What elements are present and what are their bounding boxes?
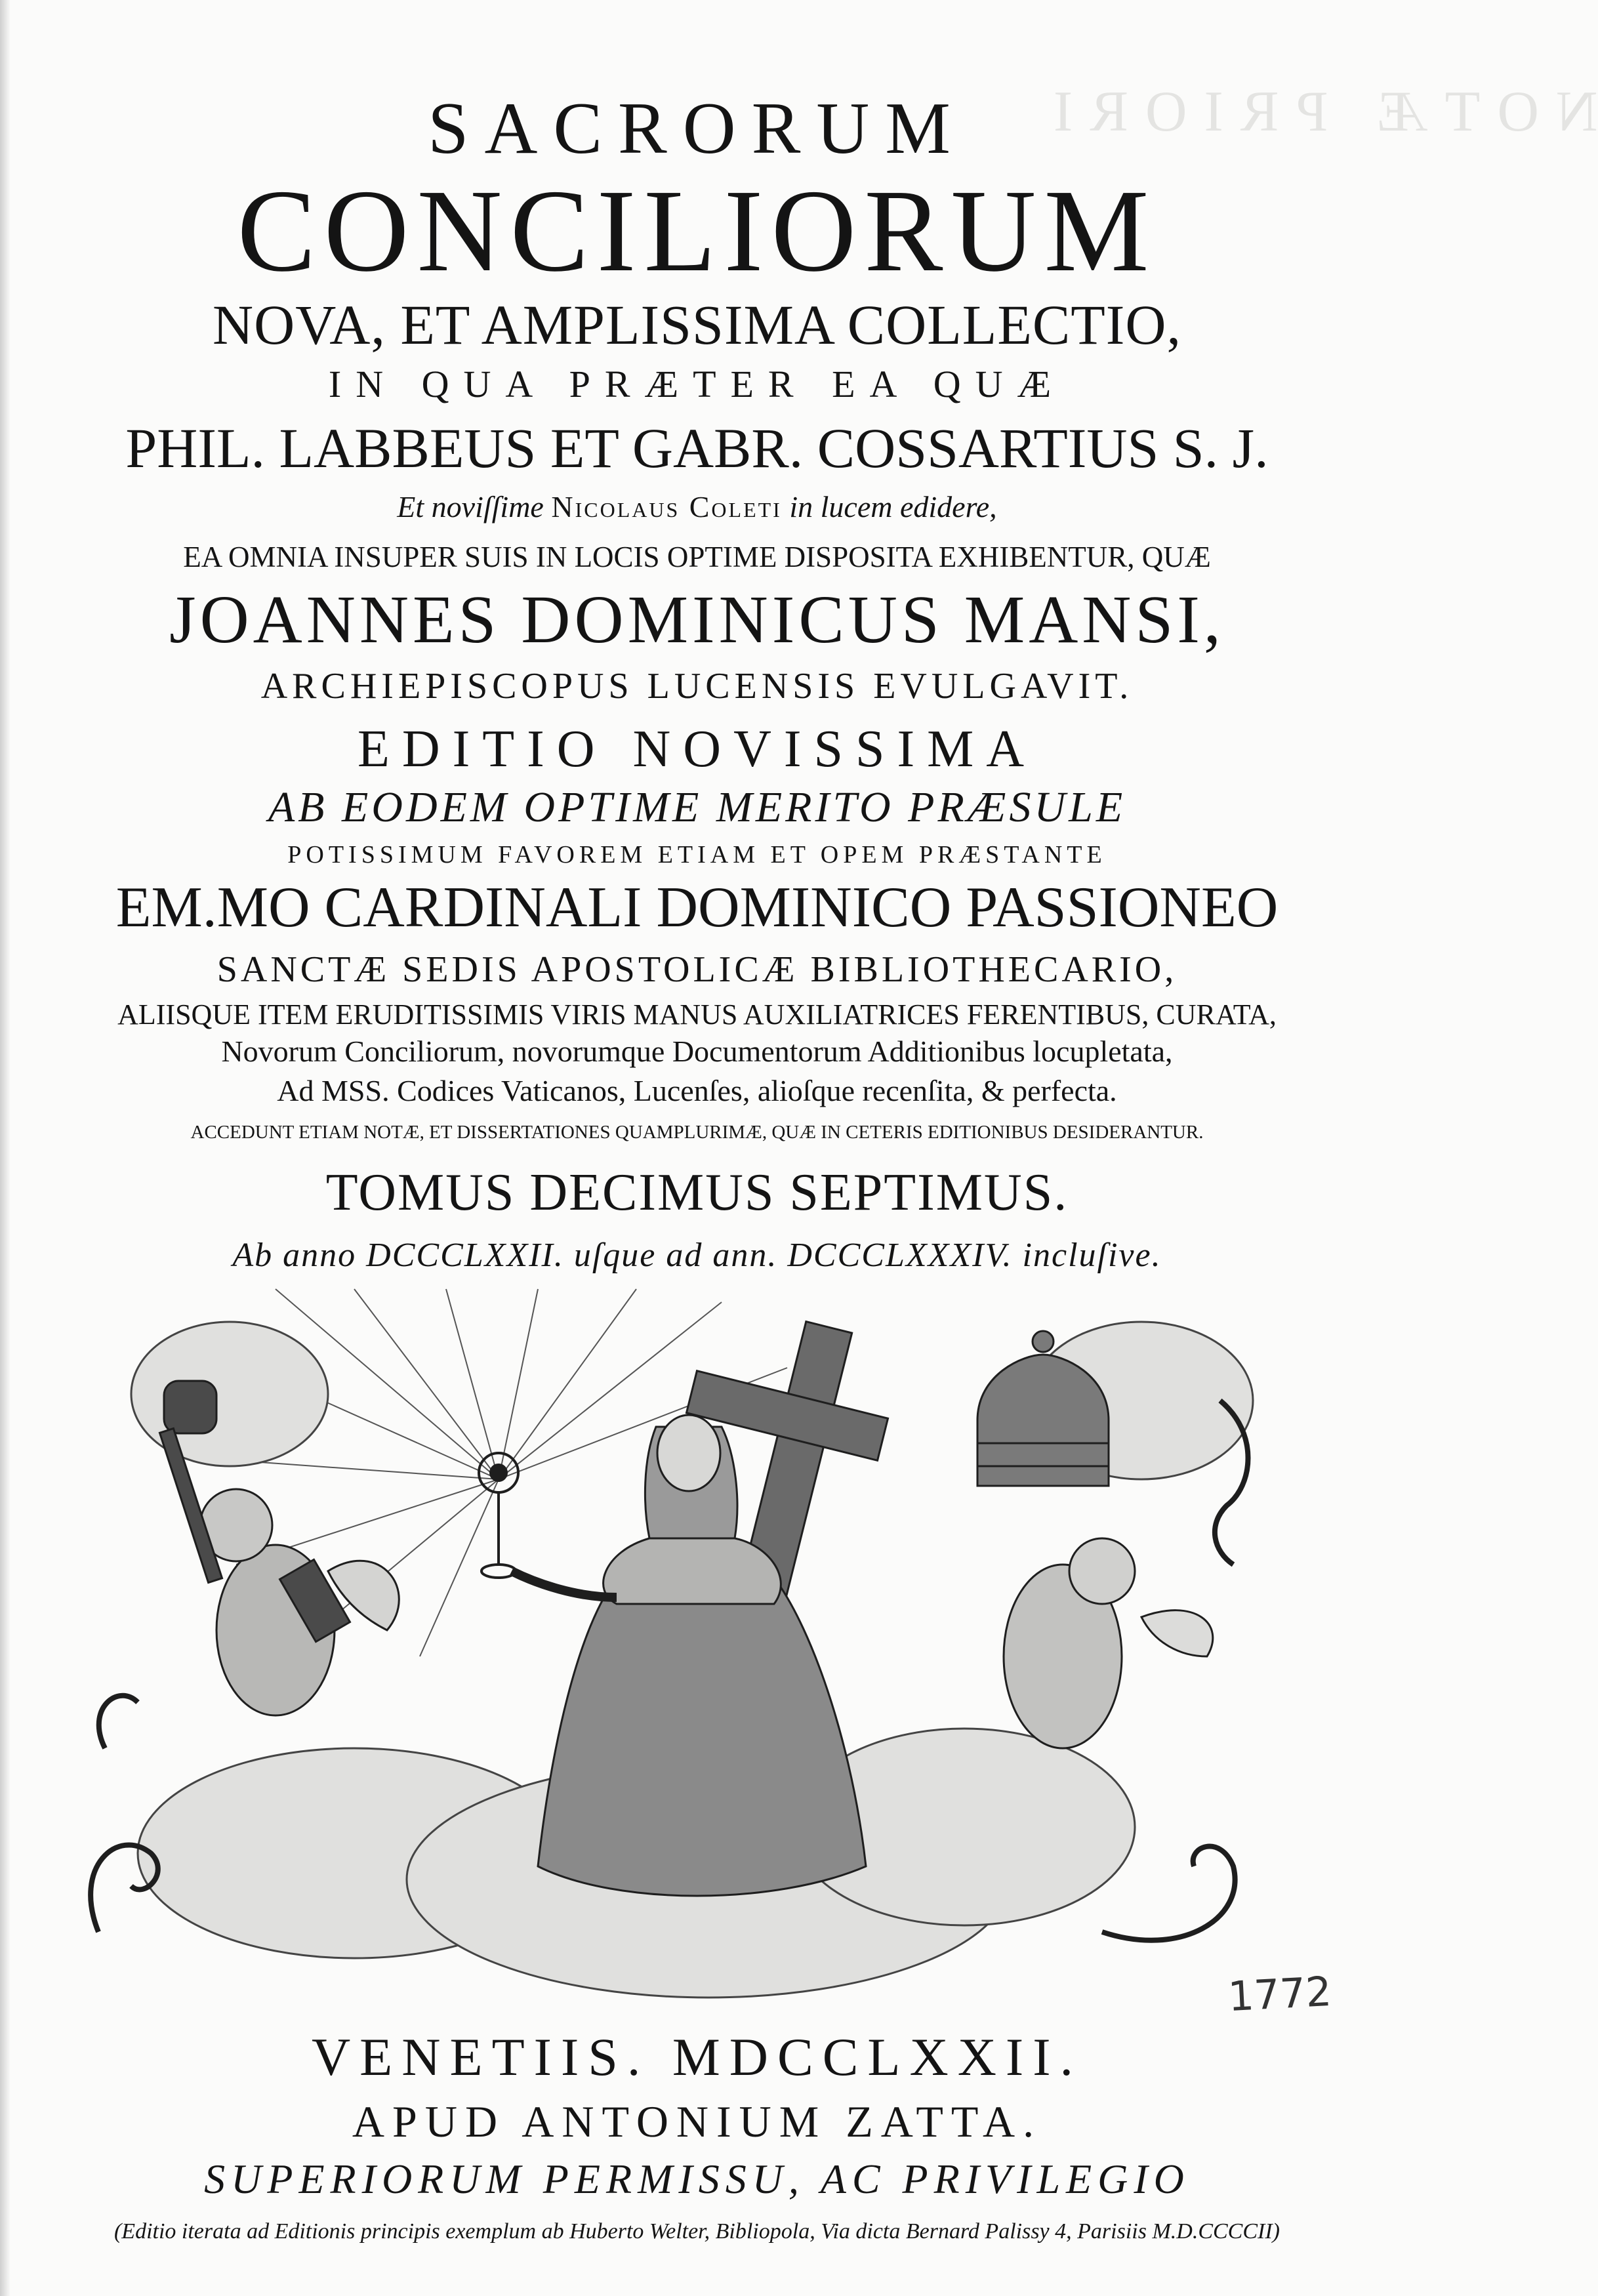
title-line-mss-codices: Ad MSS. Codices Vaticanos, Lucenſes, alioſque recenſita, & perfecta.: [277, 1074, 1117, 1107]
imprint-zatta: APUD ANTONIUM ZATTA.: [352, 2097, 1042, 2146]
imprint-venetiis: VENETIIS. MDCCLXXII.: [311, 2027, 1083, 2087]
title-line-editio: EDITIO NOVISSIMA: [357, 720, 1037, 778]
title-line-ab-eodem: AB EODEM OPTIME MERITO PRÆSULE: [268, 783, 1126, 831]
title-line-archiepiscopus: ARCHIEPISCOPUS LUCENSIS EVULGAVIT.: [260, 666, 1134, 707]
year-range: Ab anno DCCCLXXII. uſque ad ann. DCCCLXXXIV. incluſive.: [232, 1237, 1162, 1274]
allegorical-engraving: [79, 1289, 1292, 2017]
title-line-accedunt: ACCEDUNT ETIAM NOTÆ, ET DISSERTATIONES QUAMPLURIMÆ, QUÆ IN CETERIS EDITIONIBUS DESIDERANTUR.: [190, 1122, 1204, 1143]
coleti-name: Nicolaus Coleti: [551, 490, 782, 523]
title-line-passioneo: EM.MO CARDINALI DOMINICO PASSIONEO: [115, 876, 1279, 939]
handwritten-note: 1772: [1227, 1967, 1333, 2021]
bleed-through-text: NOTÆ PRIORI: [1036, 80, 1598, 144]
title-line-labbeus: PHIL. LABBEUS ET GABR. COSSARTIUS S. J.: [125, 417, 1269, 480]
imprint-privilegio: SUPERIORUM PERMISSU, AC PRIVILEGIO: [204, 2156, 1190, 2202]
title-line-nova-collectio: NOVA, ET AMPLISSIMA COLLECTIO,: [212, 293, 1181, 356]
title-line-aliisque: ALIISQUE ITEM ERUDITISSIMIS VIRIS MANUS AUXILIATRICES FERENTIBUS, CURATA,: [117, 998, 1277, 1031]
title-line-coleti: [0, 492, 1394, 522]
coleti-prefix: Et noviſſime: [397, 490, 544, 523]
coleti-suffix: in lucem edidere,: [789, 490, 997, 523]
monstrance-icon: [479, 1453, 518, 1578]
title-line-sanctae-sedis: SANCTÆ SEDIS APOSTOLICÆ BIBLIOTHECARIO,: [216, 949, 1178, 990]
title-line-potissimum: POTISSIMUM FAVOREM ETIAM ET OPEM PRÆSTANTE: [287, 841, 1107, 869]
title-line-novorum: Novorum Conciliorum, novorumque Documentorum Additionibus locupletata,: [221, 1035, 1173, 1068]
title-line-sacrorum: SACRORUM: [428, 88, 966, 169]
volume-title: TOMUS DECIMUS SEPTIMUS.: [325, 1164, 1069, 1221]
title-line-ea-omnia: EA OMNIA INSUPER SUIS IN LOCIS OPTIME DISPOSITA EXHIBENTUR, QUÆ: [183, 541, 1211, 573]
title-line-mansi: JOANNES DOMINICUS MANSI,: [169, 582, 1225, 657]
title-line-in-qua: IN QUA PRÆTER EA QUÆ: [328, 363, 1066, 405]
title-line-conciliorum: CONCILIORUM: [237, 165, 1157, 296]
reprint-footnote: (Editio iterata ad Editionis principis exemplum ab Huberto Welter, Bibliopola, Via dicta Bernard Palissy 4, Parisiis M.D.CCCCII): [113, 2219, 1280, 2244]
